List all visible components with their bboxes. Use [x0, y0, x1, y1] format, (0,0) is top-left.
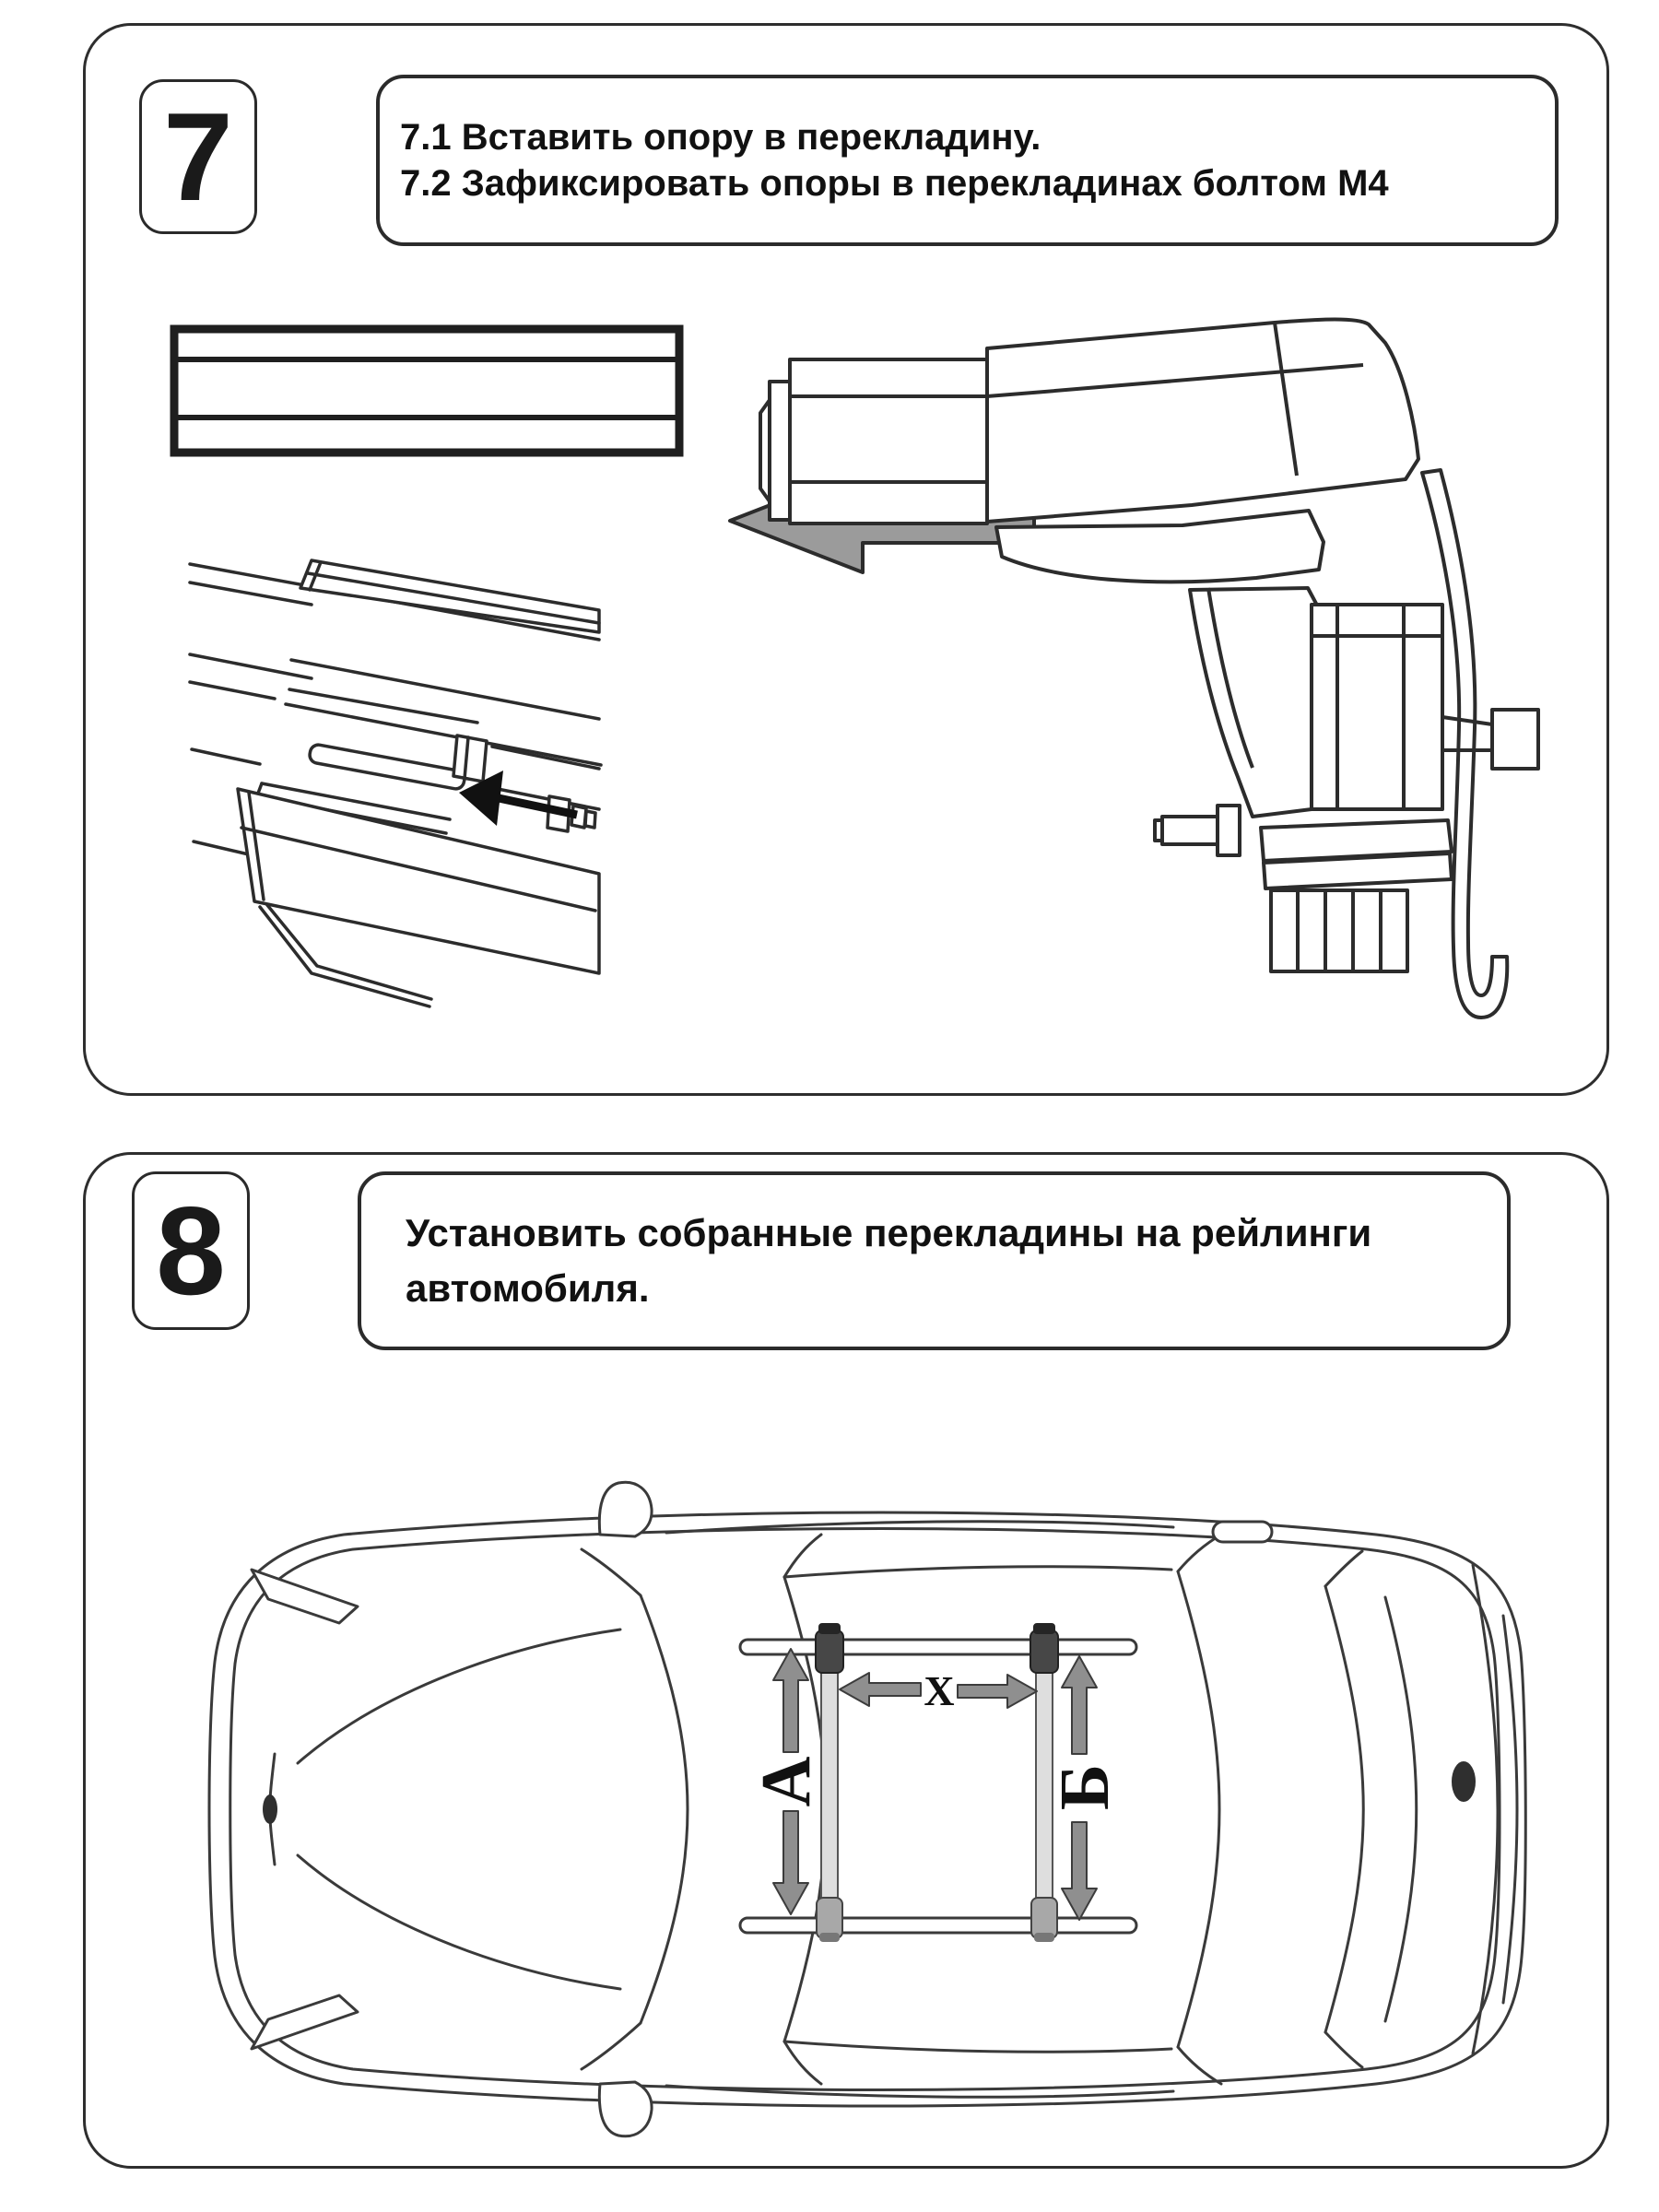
side-mirror [599, 1482, 652, 1536]
step8-number-box [132, 1171, 250, 1330]
panel-step7 [83, 23, 1609, 1096]
instruction-line: 7.2 Зафиксировать опоры в перекладинах болтом М4 [400, 163, 1389, 204]
instruction-line: Установить собранные перекладины на рейлинги [406, 1211, 1372, 1254]
front-emblem [263, 1794, 277, 1824]
step7-number-box [139, 79, 257, 234]
arrow-up-icon [1062, 1656, 1097, 1754]
headlight [252, 1570, 358, 1623]
trunk-lock [1452, 1761, 1476, 1802]
step8-instruction-box [358, 1171, 1511, 1350]
step7-number: 7 [163, 87, 233, 227]
crossbar-slot-detail-figure [182, 551, 685, 1067]
arrow-left-icon [840, 1673, 921, 1706]
support-foot-figure [759, 312, 1570, 1077]
label-distance: X [924, 1667, 955, 1714]
windshield [641, 1595, 688, 2023]
instruction-line: автомобиля. [406, 1266, 650, 1310]
step8-number: 8 [156, 1181, 226, 1321]
arrow-right-icon [958, 1675, 1037, 1708]
panel-step8 [83, 1152, 1609, 2169]
crossbar-profile-figure [170, 324, 686, 458]
headlight [252, 1995, 358, 2049]
instruction-line: 7.1 Вставить опору в перекладину. [400, 117, 1041, 158]
arrow-down-icon [773, 1811, 808, 1914]
rear-deck-detail [1213, 1522, 1272, 1542]
car-body-outline [209, 1512, 1525, 2106]
step7-instruction-box [376, 75, 1559, 246]
roof-rail [740, 1640, 1136, 1654]
label-front-crossbar: А [747, 1756, 825, 1807]
side-mirror [599, 2082, 652, 2136]
rear-window [1178, 1571, 1219, 2047]
car-top-view-figure [187, 1477, 1542, 2141]
arrow-up-icon [773, 1649, 808, 1752]
label-rear-crossbar: Б [1046, 1763, 1124, 1811]
roof-rail [740, 1918, 1136, 1933]
arrow-down-icon [1062, 1822, 1097, 1920]
